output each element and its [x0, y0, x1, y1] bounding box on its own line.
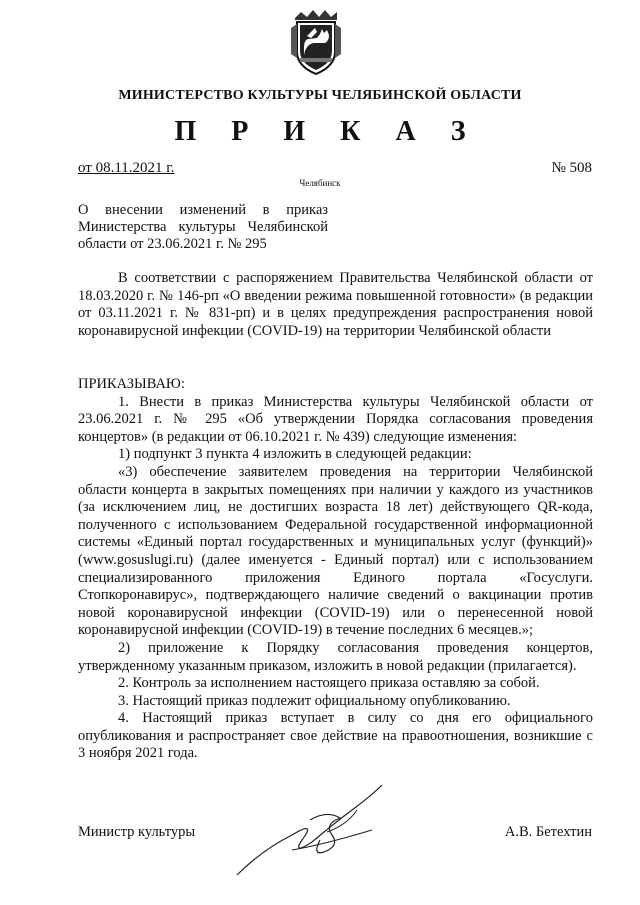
document-date: от 08.11.2021 г. [78, 160, 175, 176]
coat-of-arms-icon [287, 8, 345, 76]
order-item-4: 4. Настоящий приказ вступает в силу со дня его официального опубликования и распространяет свое действие на правоотношения, возникшие с 3 ноября 2021 года. [78, 710, 593, 762]
preamble-paragraph: В соответствии с распоряжением Правительства Челябинской области от 18.03.2020 г. № 146-рп «О введении режима повышенной готовности» (в редакции от 03.11.2021 г. № 831-рп) и в целях предупреждения распространения новой коронавирусной инфекции (COVID-19) на территории Челябинской области [78, 270, 593, 339]
document-number: № 508 [551, 160, 592, 176]
signer-position: Министр культуры [78, 824, 196, 840]
handwritten-signature-icon [232, 780, 392, 880]
preamble [78, 270, 593, 340]
order-item-3: 3. Настоящий приказ подлежит официальному опубликованию. [118, 692, 511, 709]
order-item-1: 1. Внести в приказ Министерства культуры Челябинской области от 23.06.2021 г. № 295 «Об утверждении Порядка согласования проведения концертов» (в редакции от 06.10.2021 г. № 439) следующие изменения: [78, 393, 593, 445]
order-heading: ПРИКАЗЫВАЮ: [78, 376, 185, 392]
order-section [78, 376, 593, 763]
document-city: Челябинск [299, 178, 341, 188]
order-subitem-1-1: 1) подпункт 3 пункта 4 изложить в следующей редакции: [118, 446, 472, 463]
signer-name: А.В. Бетехтин [504, 824, 592, 840]
document-subject: О внесении изменений в приказ Министерства культуры Челябинской области от 23.06.2021 г. № 295 [78, 202, 328, 252]
order-subitem-1-2: 2) приложение к Порядку согласования проведения концертов, утвержденному указанным приказом, изложить в новой редакции (прилагается). [78, 639, 593, 674]
document-type-title: П Р И К А З [174, 116, 480, 147]
order-item-2: 2. Контроль за исполнением настоящего приказа оставляю за собой. [118, 675, 540, 692]
ministry-name: МИНИСТЕРСТВО КУЛЬТУРЫ ЧЕЛЯБИНСКОЙ ОБЛАСТИ [118, 88, 522, 103]
order-subitem-1-1-text: «3) обеспечение заявителем проведения на территории Челябинской области концерта в закрытых помещениях при наличии у каждого из участников (за исключением лиц, не достигших возраста 18 лет) действующего QR-кода, полученного с использованием Федеральной государственной информационной системы «Единый портал государственных и муниципальных услуг (функций)» (www.gosuslugi.ru) (далее именуется - Единый портал) или с использованием специализированного приложения Единого портала «Госуслуги. Стопкоронавирус», подтверждающего наличие сведений о вакцинации против новой коронавирусной инфекции (COVID-19) или о перенесенной новой коронавирусной инфекции (COVID-19) в течение последних 6 месяцев.»; [78, 463, 593, 639]
